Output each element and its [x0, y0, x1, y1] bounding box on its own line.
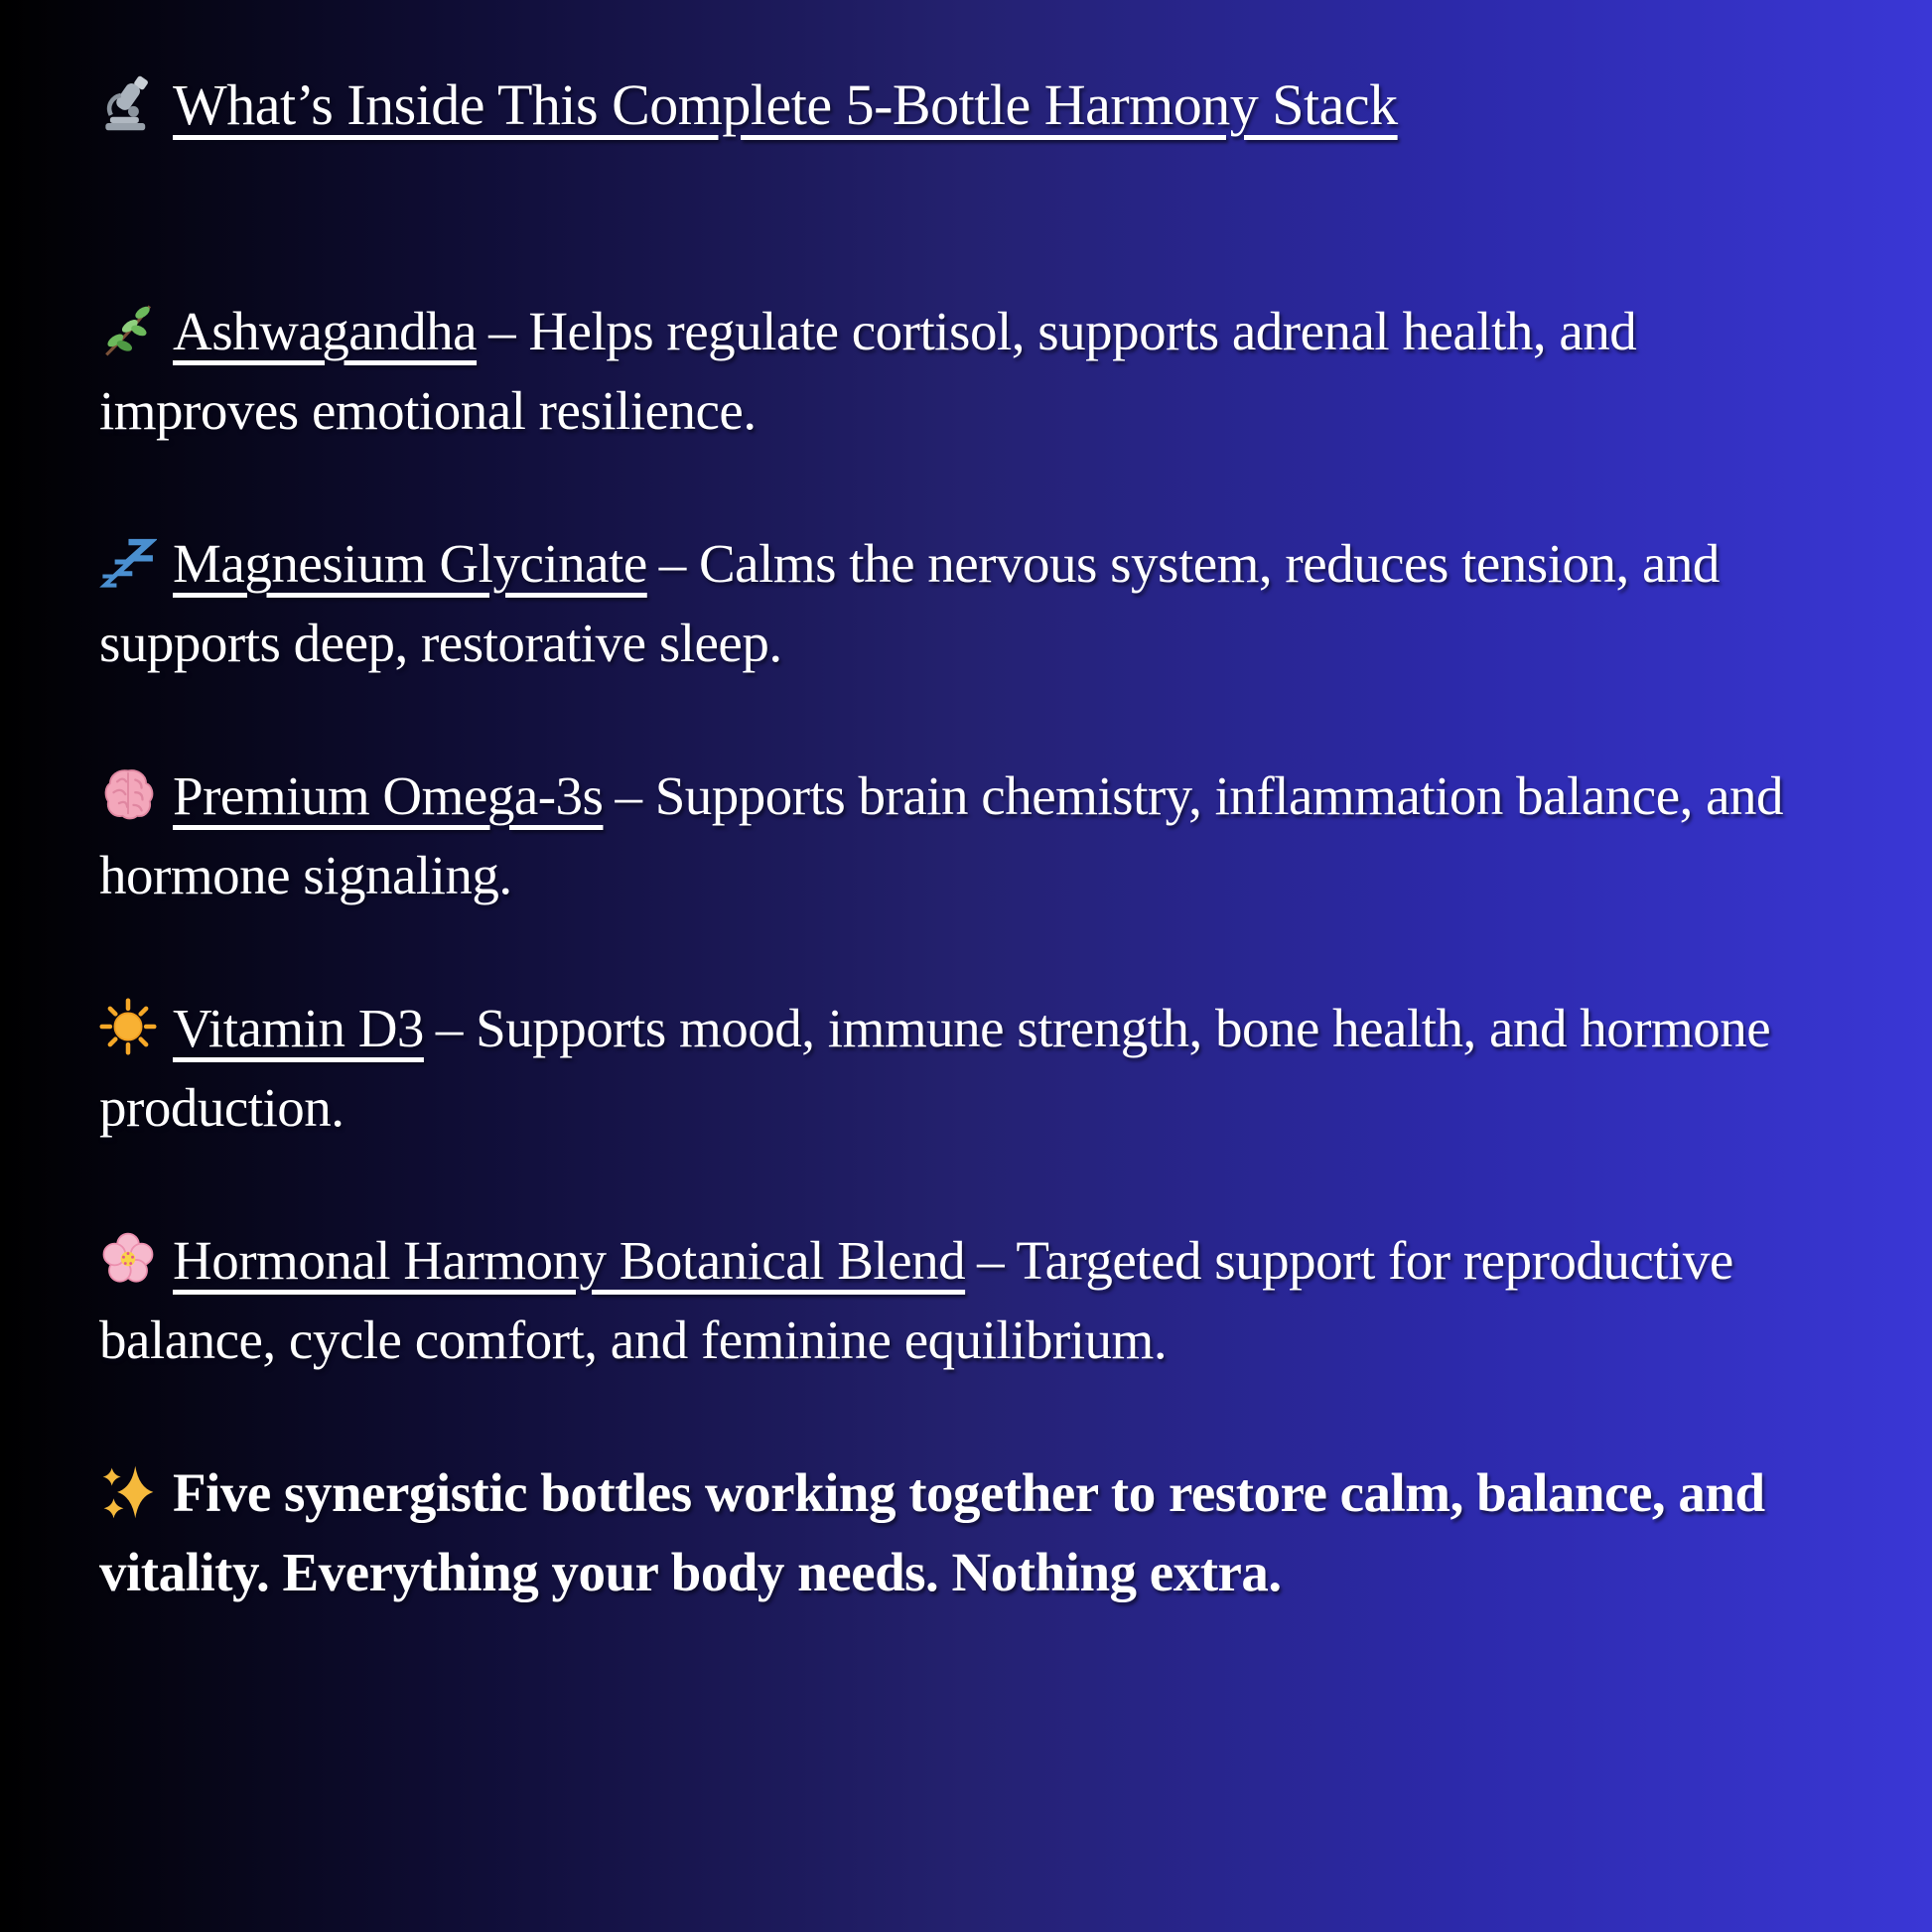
stack-item-botanical-blend — [99, 1221, 1815, 1380]
item-title: Premium Omega-3s — [173, 765, 604, 826]
brain-icon — [99, 765, 157, 823]
sparkles-icon — [99, 1462, 157, 1520]
herb-icon — [99, 301, 157, 358]
section-heading — [99, 64, 1815, 147]
item-description: – Supports mood, immune strength, bone health, and hormone production. — [99, 998, 1771, 1138]
summary-text: Five synergistic bottles working together to restore calm, balance, and vitality. Everything your body needs. Nothing extra. — [99, 1462, 1765, 1602]
item-title: Magnesium Glycinate — [173, 533, 647, 594]
cherry-blossom-icon — [99, 1230, 157, 1288]
summary-note — [99, 1453, 1815, 1612]
stack-item-omega3 — [99, 757, 1815, 915]
heading-text: What’s Inside This Complete 5-Bottle Harmony Stack — [173, 72, 1398, 137]
item-description: – Helps regulate cortisol, supports adrenal health, and improves emotional resilience. — [99, 301, 1637, 441]
stack-item-magnesium — [99, 524, 1815, 683]
stack-item-vitamin-d3 — [99, 989, 1815, 1148]
sun-icon — [99, 998, 157, 1055]
item-description: – Supports brain chemistry, inflammation balance, and hormone signaling. — [99, 765, 1784, 905]
zzz-icon — [99, 533, 157, 591]
item-description: – Calms the nervous system, reduces tension, and supports deep, restorative sleep. — [99, 533, 1720, 673]
item-title: Ashwagandha — [173, 301, 478, 361]
stack-item-ashwagandha — [99, 292, 1815, 451]
item-title: Vitamin D3 — [173, 998, 424, 1058]
microscope-icon — [99, 75, 157, 133]
item-title: Hormonal Harmony Botanical Blend — [173, 1230, 966, 1291]
item-description: – Targeted support for reproductive balance, cycle comfort, and feminine equilibrium. — [99, 1230, 1733, 1370]
